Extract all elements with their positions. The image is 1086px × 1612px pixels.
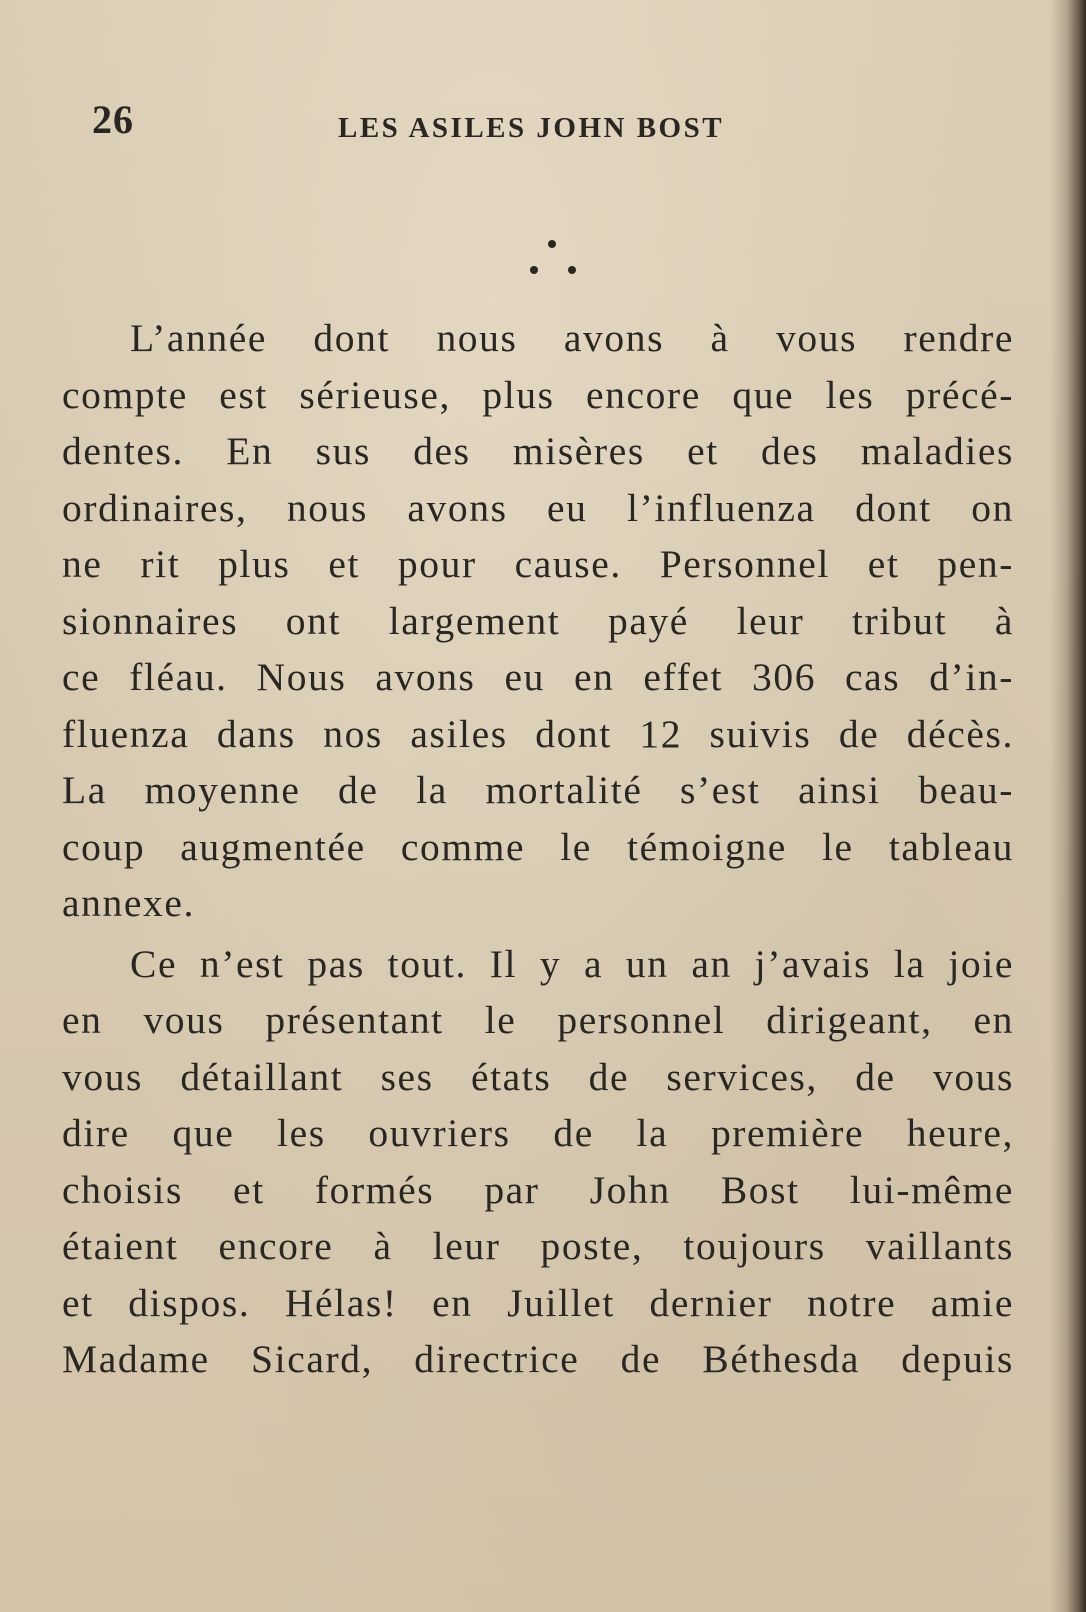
body-text	[62, 310, 1014, 1388]
text-line: fluenza dans nos asiles dont 12 suivis de décès.	[62, 711, 1014, 756]
text-line: en vous présentant le personnel dirigeant, en	[62, 998, 1014, 1042]
text-line: dentes. En sus des misères et des maladies	[62, 429, 1014, 473]
separator-dot-right	[568, 266, 576, 274]
page-edge-shadow	[1050, 0, 1086, 1612]
text-line: sionnaires ont largement payé leur tribut à	[62, 598, 1014, 643]
text-line: Madame Sicard, directrice de Béthesda depuis	[62, 1337, 1014, 1381]
text-line: ordinaires, nous avons eu l’influenza dont on	[62, 485, 1014, 530]
separator-dot-top	[548, 240, 556, 248]
text-line: ce fléau. Nous avons eu en effet 306 cas d’in-	[62, 655, 1014, 699]
text-line: Ce n’est pas tout. Il y a un an j’avais la joie	[130, 941, 1014, 986]
text-line: coup augmentée comme le témoigne le tableau	[62, 824, 1014, 869]
text-line: L’année dont nous avons à vous rendre	[130, 316, 1014, 360]
text-line: choisis et formés par John Bost lui-même	[62, 1167, 1014, 1212]
running-title: LES ASILES JOHN BOST	[338, 112, 725, 144]
page-number: 26	[92, 97, 134, 142]
text-line: ne rit plus et pour cause. Personnel et pen-	[62, 542, 1014, 586]
text-line: La moyenne de la mortalité s’est ainsi beau-	[62, 768, 1014, 812]
text-line: dire que les ouvriers de la première heure,	[62, 1111, 1014, 1155]
text-line: annexe.	[62, 881, 195, 925]
text-line: vous détaillant ses états de services, de vous	[62, 1054, 1014, 1099]
page-header	[0, 92, 1086, 152]
text-line: compte est sérieuse, plus encore que les précé-	[62, 372, 1014, 417]
section-separator	[518, 240, 588, 294]
paragraph-2	[62, 936, 1014, 1388]
paragraph-1	[62, 310, 1014, 932]
separator-dot-left	[530, 266, 538, 274]
text-line: étaient encore à leur poste, toujours vaillants	[62, 1224, 1014, 1268]
text-line: et dispos. Hélas! en Juillet dernier notre amie	[62, 1280, 1014, 1325]
